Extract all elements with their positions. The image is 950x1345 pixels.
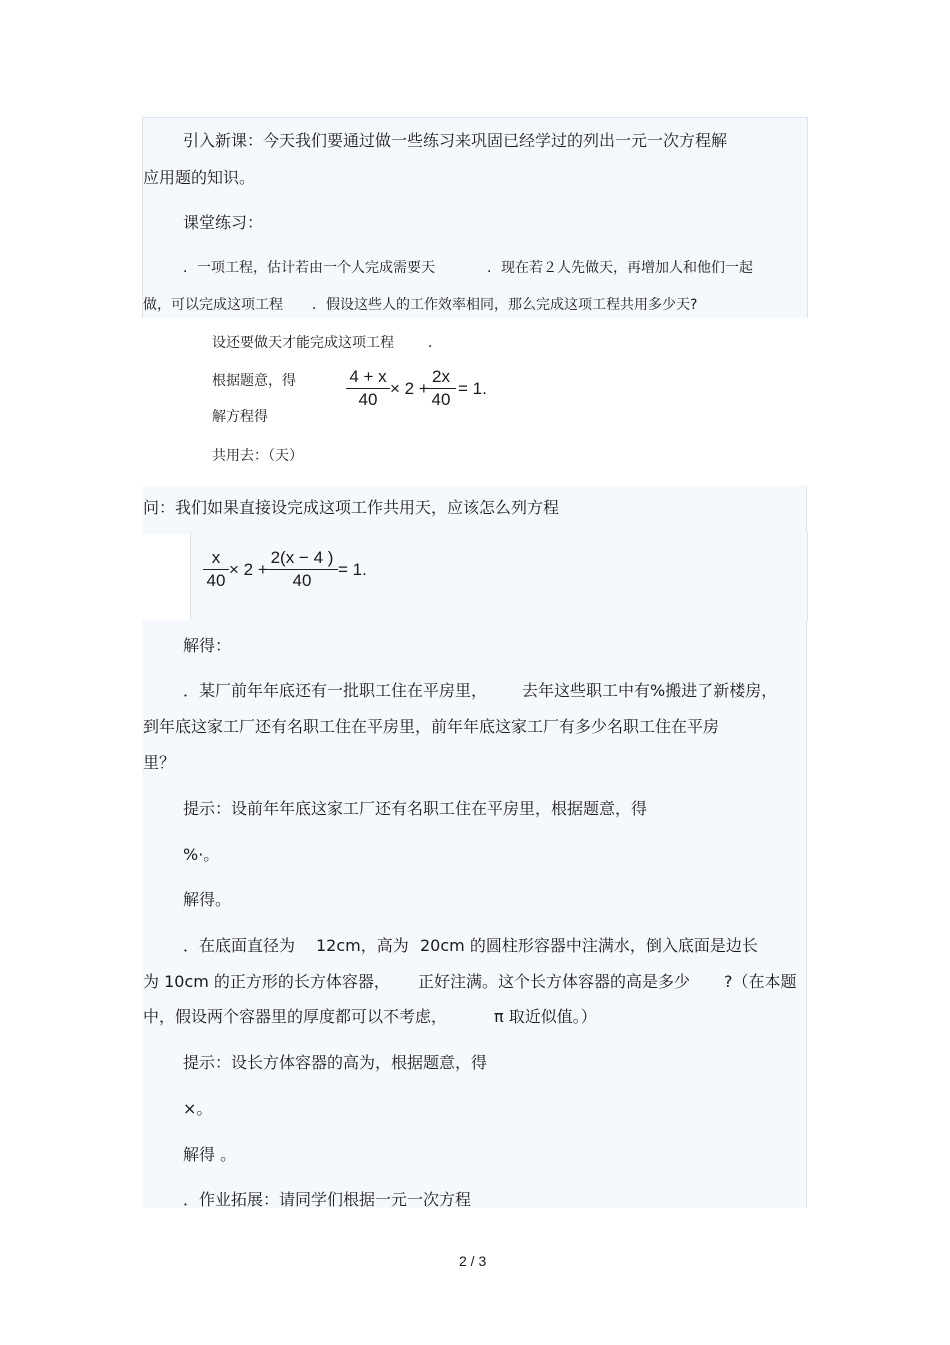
content-panel-main bbox=[142, 620, 807, 1208]
page-number: 2 / 3 bbox=[459, 1253, 487, 1269]
solve-label-1: 解得： bbox=[183, 636, 232, 655]
solution-1-by-meaning: 根据题意，得 bbox=[212, 373, 296, 389]
problem-3-text-a: ．在底面直径为 bbox=[183, 936, 296, 955]
question-line: 问：我们如果直接设完成这项工作共用天，应该怎么列方程 bbox=[143, 498, 560, 517]
problem-1-text-a: ．一项工程，估计若由一个人完成需要天 bbox=[183, 260, 435, 276]
solution-1-solve: 解方程得 bbox=[212, 409, 268, 425]
equation-2-frac1-denominator: 40 bbox=[206, 571, 226, 590]
equation-2-middle: × 2 + bbox=[229, 560, 268, 579]
problem-3-text-b: 12cm，高为 bbox=[316, 936, 409, 955]
problem-2-text-a: ．某厂前年年底还有一批职工住在平房里， bbox=[183, 681, 488, 700]
equation-1-fraction-1 bbox=[346, 366, 390, 411]
equation-2-fraction-1 bbox=[203, 547, 229, 592]
solution-1-dot: ． bbox=[428, 335, 442, 351]
problem-1-text-d: ．假设这些人的工作效率相同，那么完成这项工程共用多少天? bbox=[312, 297, 698, 313]
equation-1-frac2-denominator: 40 bbox=[431, 390, 451, 409]
problem-3-text-d: 为 10cm 的正方形的长方体容器， bbox=[143, 972, 390, 991]
equation-2-frac2-denominator: 40 bbox=[292, 571, 312, 590]
equation-2-frac2-numerator: 2(x − 4 ) bbox=[270, 548, 334, 567]
problem-1-text-b: ．现在若２人先做天，再增加人和他们一起 bbox=[487, 260, 753, 276]
problem-1-text-c: 做，可以完成这项工程 bbox=[143, 297, 283, 313]
hint-3-equation: ×。 bbox=[183, 1099, 213, 1118]
equation-1-rhs: = 1. bbox=[458, 379, 487, 398]
homework-line: ．作业拓展：请同学们根据一元一次方程 bbox=[183, 1190, 472, 1209]
equation-1-fraction-2 bbox=[426, 366, 456, 411]
problem-3-text-g: 中，假设两个容器里的厚度都可以不考虑， bbox=[143, 1007, 448, 1026]
solve-label-3: 解得 。 bbox=[183, 1145, 237, 1164]
intro-line-2: 应用题的知识。 bbox=[143, 168, 256, 187]
equation-2-fraction-2 bbox=[266, 547, 338, 592]
equation-2-frac1-numerator: x bbox=[211, 548, 221, 567]
hint-2: 提示：设前年年底这家工厂还有名职工住在平房里，根据题意，得 bbox=[183, 799, 648, 818]
solution-1-total: 共用去：（天） bbox=[212, 448, 303, 464]
problem-2-text-b: 去年这些职工中有%搬进了新楼房， bbox=[522, 681, 778, 700]
solution-1-setup: 设还要做天才能完成这项工程 bbox=[212, 335, 394, 351]
equation-2-rhs: = 1. bbox=[338, 560, 367, 579]
problem-2-text-d: 里？ bbox=[143, 753, 176, 772]
hint-3: 提示：设长方体容器的高为，根据题意，得 bbox=[183, 1053, 488, 1072]
intro-line-1: 引入新课：今天我们要通过做一些练习来巩固已经学过的列出一元一次方程解 bbox=[183, 131, 728, 150]
problem-3-text-c: 20cm 的圆柱形容器中注满水，倒入底面是边长 bbox=[420, 936, 758, 955]
problem-3-text-h: π 取近似值。） bbox=[494, 1007, 597, 1026]
practice-heading: 课堂练习： bbox=[183, 213, 264, 232]
problem-3-text-e: 正好注满。这个长方体容器的高是多少 bbox=[418, 972, 691, 991]
problem-3-text-f: ?（在本题 bbox=[724, 972, 797, 991]
hint-2-equation: %·。 bbox=[183, 845, 220, 864]
problem-2-text-c: 到年底这家工厂还有名职工住在平房里，前年年底这家工厂有多少名职工住在平房 bbox=[143, 717, 720, 736]
equation-1-frac1-denominator: 40 bbox=[358, 390, 378, 409]
equation-1-frac1-numerator: 4 + x bbox=[349, 367, 387, 386]
equation-1-frac2-numerator: 2x bbox=[432, 367, 450, 386]
equation-1-middle: × 2 + bbox=[390, 379, 429, 398]
solve-label-2: 解得。 bbox=[183, 890, 232, 909]
